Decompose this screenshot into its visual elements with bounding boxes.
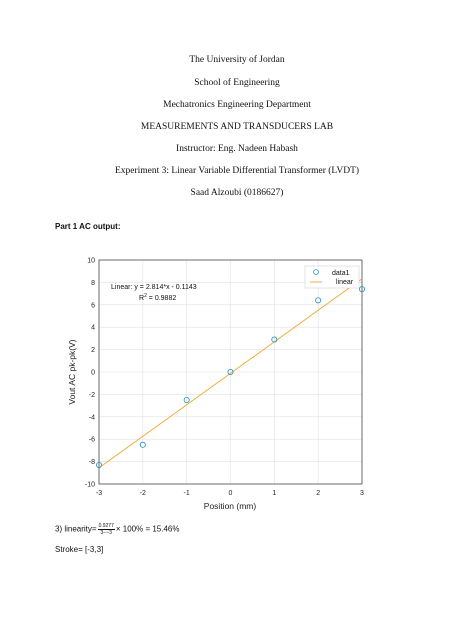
- linearity-fraction: [98, 523, 115, 536]
- lab-name: MEASUREMENTS AND TRANSDUCERS LAB: [140, 122, 334, 132]
- fit-equation: Linear: y = 2.814*x - 0.1143: [111, 284, 197, 291]
- experiment-title: Experiment 3: Linear Variable Differential Transformer (LVDT): [114, 166, 360, 176]
- department-name: Mechatronics Engineering Department: [163, 100, 311, 110]
- x-tick-label: 3: [360, 490, 364, 497]
- y-tick-label: -4: [88, 414, 95, 422]
- x-tick-label: 0: [228, 490, 233, 497]
- stroke-range: Stroke= [-3,3]: [55, 545, 104, 554]
- y-tick-label: -8: [88, 459, 95, 467]
- linearity-suffix: × 100% = 15.46%: [115, 524, 180, 534]
- y-tick-label: 10: [87, 257, 95, 265]
- linearity-equation: [55, 523, 179, 536]
- x-tick-label: -1: [183, 490, 190, 497]
- y-tick-label: 2: [91, 347, 95, 355]
- chart-legend: [305, 266, 359, 288]
- legend-label-linear: linear: [336, 279, 354, 286]
- y-tick-label: -2: [88, 391, 95, 399]
- linearity-denominator: 3−−3: [100, 530, 112, 536]
- university-name: The University of Jordan: [189, 55, 285, 65]
- y-tick-label: 4: [91, 324, 95, 332]
- x-tick-label: 2: [316, 490, 321, 497]
- x-axis-label: Position (mm): [203, 501, 257, 511]
- school-name: School of Engineering: [194, 78, 280, 88]
- x-tick-label: 1: [272, 490, 277, 497]
- instructor-name: Instructor: Eng. Nadeen Habash: [176, 144, 298, 154]
- linearity-prefix: 3) linearity=: [55, 524, 97, 534]
- y-tick-label: -10: [84, 481, 95, 489]
- y-tick-label: 0: [91, 369, 95, 377]
- x-tick-label: -3: [95, 490, 103, 497]
- legend-label-data1: data1: [332, 270, 350, 277]
- y-tick-label: 8: [91, 279, 95, 287]
- x-tick-label: -2: [139, 490, 146, 497]
- y-tick-label: 6: [91, 302, 95, 310]
- y-tick-label: -6: [88, 436, 95, 444]
- linearity-numerator: 0.9277: [98, 523, 114, 529]
- student-name: Saad Alzoubi (0186627): [190, 188, 284, 198]
- r-squared: $R^2 = 0.9882$: [139, 293, 177, 302]
- section-title: Part 1 AC output:: [55, 222, 121, 231]
- chart-grid: [99, 260, 362, 484]
- y-axis-label: Vout AC pk-pk(V): [67, 339, 77, 405]
